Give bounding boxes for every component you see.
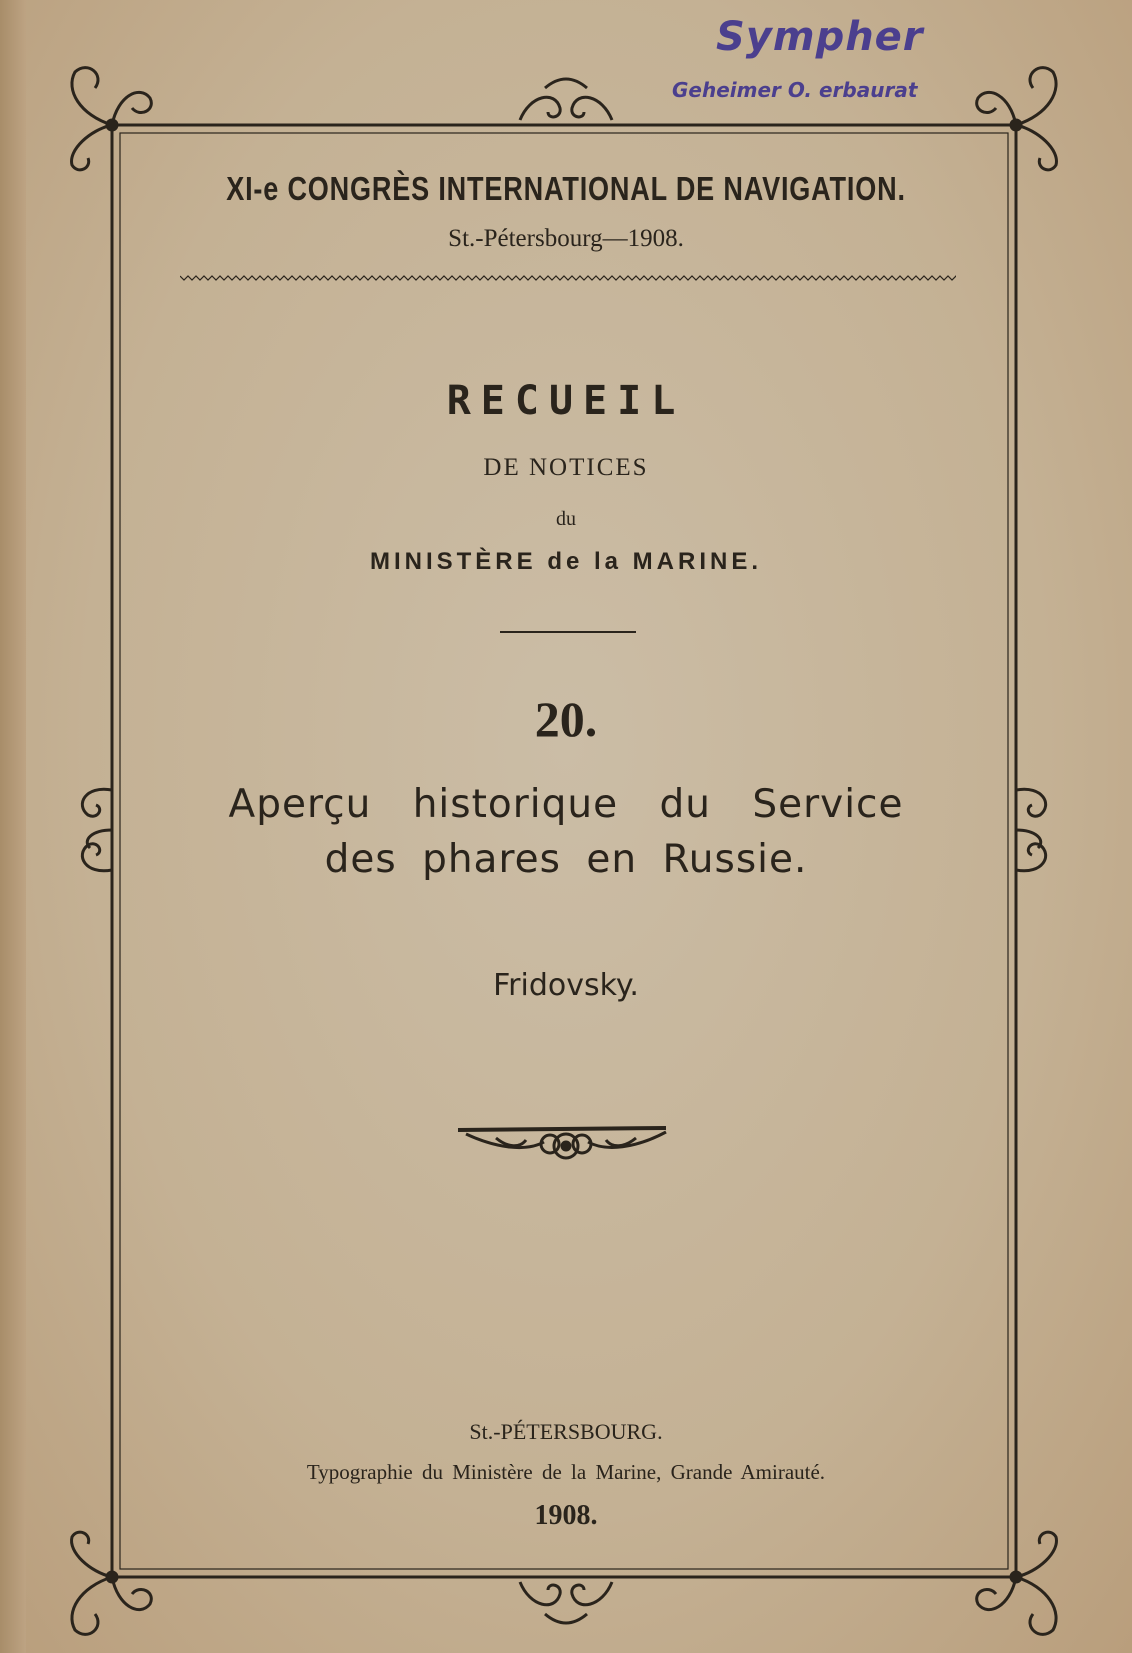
congress-heading: XI-e CONGRÈS INTERNATIONAL DE NAVIGATION. bbox=[226, 170, 906, 207]
owner-stamp-title: Geheimer O. erbaurat bbox=[672, 78, 918, 102]
congress-city-year: St.-Pétersbourg—1908. bbox=[448, 225, 684, 252]
imprint-city: St.-PÉTERSBOURG. bbox=[469, 1419, 663, 1444]
notice-number: 20. bbox=[534, 691, 598, 747]
imprint-printer: Typographie du Ministère de la Marine, Grande Amirauté. bbox=[306, 1460, 826, 1484]
vignette-ornament bbox=[456, 1122, 676, 1162]
ministry-name: MINISTÈRE de la MARINE. bbox=[369, 548, 763, 575]
wavy-divider bbox=[180, 272, 956, 284]
collection-connector: du bbox=[556, 508, 576, 530]
section-rule bbox=[500, 631, 636, 633]
collection-subheading: DE NOTICES bbox=[483, 454, 649, 481]
author-name: Fridovsky. bbox=[493, 968, 639, 1003]
title-line-2: des phares en Russie. bbox=[324, 837, 808, 882]
collection-heading: RECUEIL bbox=[446, 378, 686, 424]
imprint-year: 1908. bbox=[534, 1500, 598, 1531]
top-center-flourish bbox=[520, 79, 612, 120]
owner-stamp-name: Sympher bbox=[716, 14, 924, 60]
title-line-1: Aperçu historique du Service bbox=[228, 782, 904, 827]
bottom-center-flourish bbox=[520, 1582, 612, 1623]
